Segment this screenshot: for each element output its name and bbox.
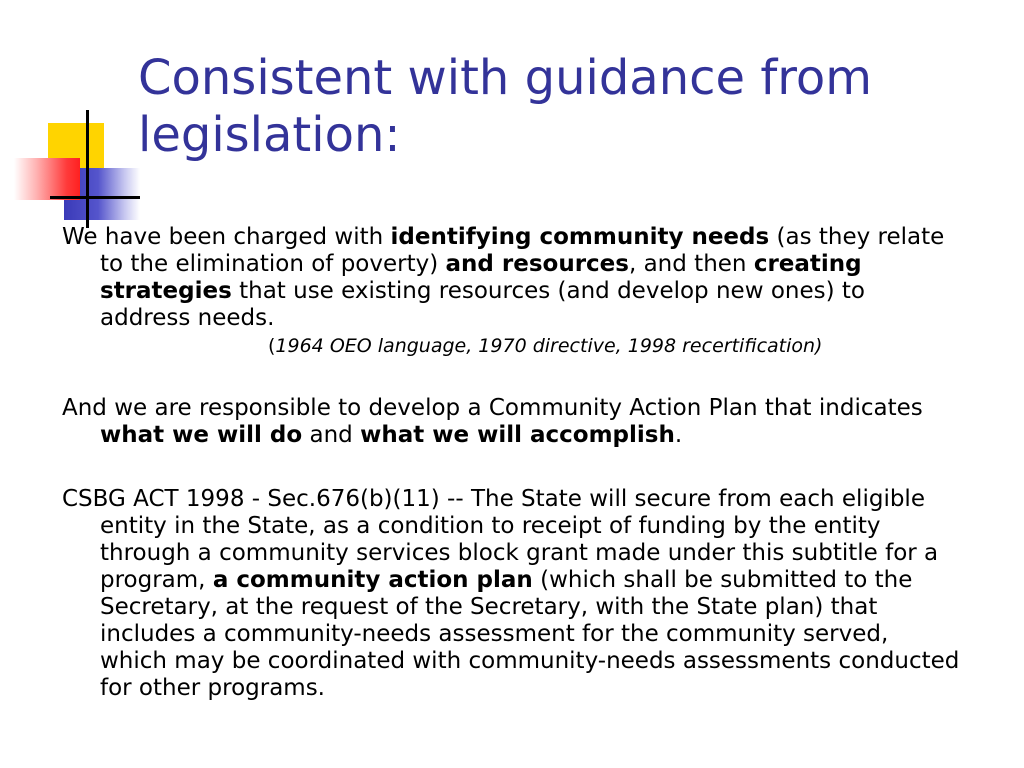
text: (which shall be submitted to the Secretary, at the request of the Secretary, with the State plan) that includes a community-needs assessment for the community served, which may be coordinated with community-needs assessments conducted for other programs.	[100, 567, 960, 701]
slide-title	[138, 50, 998, 164]
bold-text: a community action plan	[212, 567, 533, 593]
slide-body	[62, 224, 962, 702]
bold-text: what we will do	[100, 422, 303, 448]
bold-text: and resources	[445, 251, 629, 277]
bold-text: identifying community needs	[390, 224, 770, 250]
text: CSBG ACT 1998 - Sec.676(b)(11) -- The State will secure from each eligible entity in the State, as a condition to receipt of funding by the entity through a community services block grant made under this subtitle for a program,	[62, 486, 939, 593]
citation	[62, 334, 962, 358]
corner-decoration	[0, 0, 140, 230]
text: We have been charged with	[62, 224, 391, 250]
bold-text: creating strategies	[100, 251, 862, 304]
citation-paren: (	[268, 335, 276, 357]
title-line-1: Consistent with guidance from	[138, 50, 873, 106]
spacer	[62, 358, 962, 395]
text: (as they relate to the elimination of poverty)	[100, 224, 945, 277]
title-line-2: legislation:	[138, 107, 401, 164]
paragraph-csbg-act	[62, 486, 962, 702]
deco-red-bar	[14, 158, 80, 200]
text: , and then	[628, 251, 754, 277]
text: .	[674, 422, 683, 448]
citation-text: 1964 OEO language, 1970 directive, 1998 recertification)	[275, 335, 823, 357]
text: And we are responsible to develop a Community Action Plan that indicates	[62, 395, 923, 421]
bold-text: what we will accomplish	[360, 422, 675, 448]
deco-horizontal-line	[50, 196, 140, 199]
text: that use existing resources (and develop new ones) to address needs.	[100, 278, 865, 331]
deco-vertical-line	[86, 110, 89, 228]
text: and	[302, 422, 361, 448]
spacer	[62, 449, 962, 486]
paragraph-plan	[62, 395, 962, 449]
paragraph-charge	[62, 224, 962, 332]
